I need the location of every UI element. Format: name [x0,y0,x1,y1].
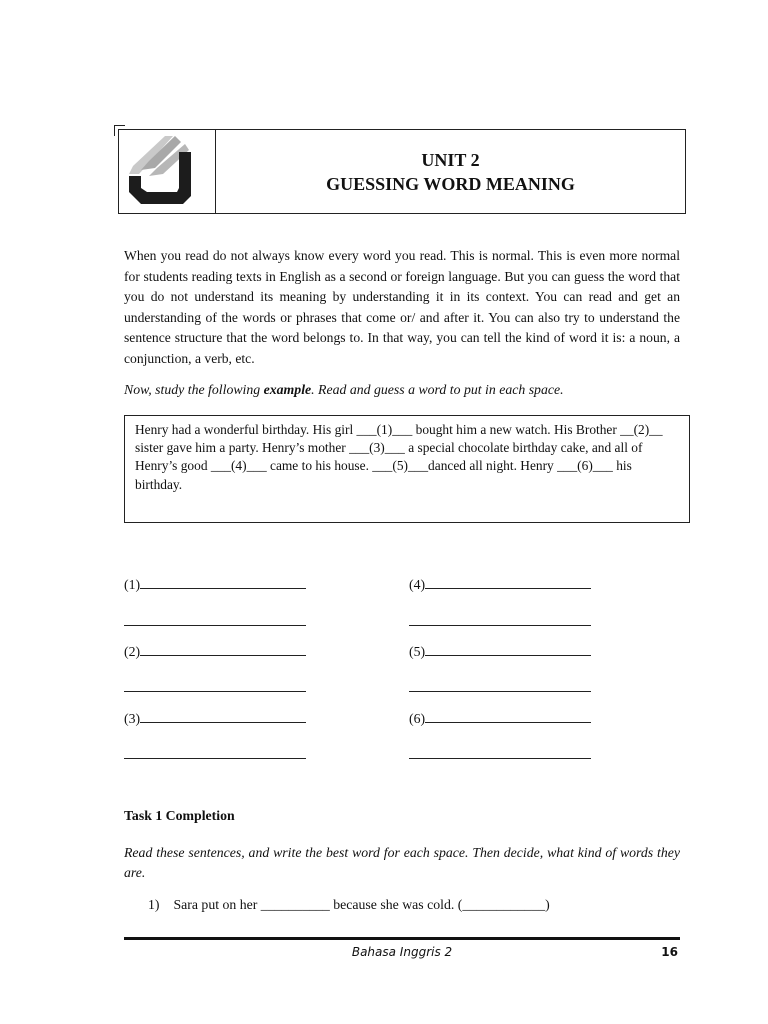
example-box [124,415,690,523]
answer-3 [124,710,306,728]
answer-blank[interactable] [140,710,306,723]
footer-title: Bahasa Inggris 2 [351,945,453,959]
answer-extra-line[interactable] [124,758,306,759]
answer-label: (1) [124,577,141,592]
answer-blank[interactable] [140,643,306,656]
answer-blank[interactable] [140,576,306,589]
unit-header [118,129,686,214]
intro-paragraph: When you read do not always know every word you read. This is normal. This is even more normal for students reading texts in English as a second or foreign language. But you can guess the word that you do not understand its meaning by understanding it in its context. You can read and get an understanding of the words or phrases that come or/ and after it. You can also try to understand the sentence structure that the word belongs to. In that way, you can tell the kind of word it is: a noun, a conjunction, a verb, etc. [124,248,680,366]
instruction-before: Now, study the following [124,382,264,397]
page-number: 16 [661,945,678,959]
example-instruction [124,382,680,398]
answer-extra-line[interactable] [124,625,306,626]
item-text: Sara put on her __________ because she was cold. (____________) [173,897,550,912]
answer-5 [409,643,591,661]
answer-1 [124,576,306,594]
answer-label: (5) [409,644,426,659]
item-number: 1) [148,897,160,912]
answer-6 [409,710,591,728]
answer-label: (6) [409,711,426,726]
footer-rule [124,937,680,940]
task-heading: Task 1 Completion [124,808,235,823]
page-footer [124,945,680,963]
answer-extra-line[interactable] [409,758,591,759]
answer-blank[interactable] [425,576,591,589]
instruction-emphasis: example [263,382,312,397]
example-text: Henry had a wonderful birthday. His girl ___(1)___ bought him a new watch. His Brother __(2)__ sister gave him a party. Henry’s mother ___(3)___ a special chocolate birthday cake, and all of Henry’s good ___(4)___ came to his house. ___(5)___danced all night. Henry ___(6)___ his birthday. [135,422,663,492]
logo-icon [119,130,215,213]
answer-4 [409,576,591,594]
instruction-after: . Read and guess a word to put in each space. [311,382,564,397]
task-item-1 [148,897,550,913]
answer-label: (3) [124,711,141,726]
unit-title-block [216,148,685,196]
unit-number: UNIT 2 [421,150,480,170]
answer-blank[interactable] [425,643,591,656]
answer-extra-line[interactable] [409,625,591,626]
answer-2 [124,643,306,661]
answer-blank[interactable] [425,710,591,723]
answer-label: (2) [124,644,141,659]
answer-extra-line[interactable] [124,691,306,692]
answer-label: (4) [409,577,426,592]
answer-extra-line[interactable] [409,691,591,692]
unit-logo [119,130,216,213]
unit-title: GUESSING WORD MEANING [326,174,575,194]
task-instruction: Read these sentences, and write the best word for each space. Then decide, what kind of words they are. [124,845,680,880]
